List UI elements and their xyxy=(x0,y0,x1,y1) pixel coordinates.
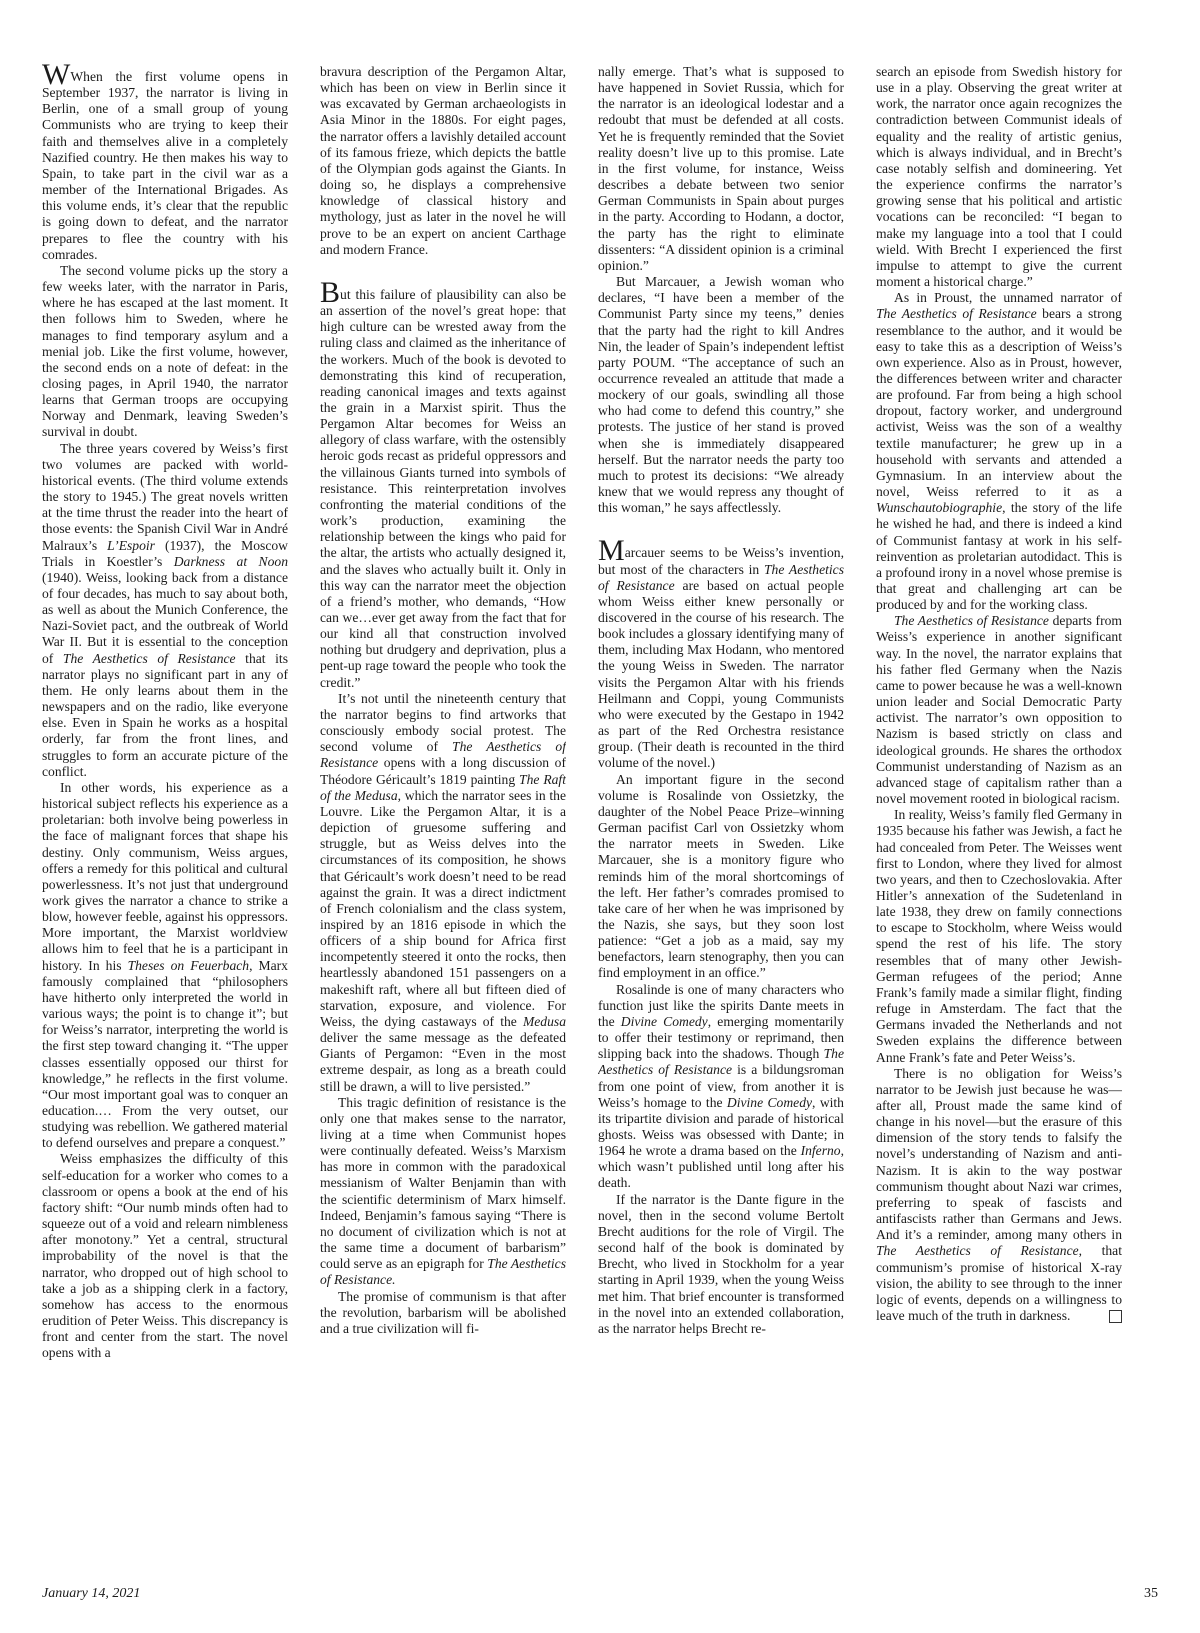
paragraph xyxy=(320,1095,566,1289)
text-run: bears a strong resemblance to the author, and it would be easy to take this as a description of Weiss’s own experience. Also as in Proust, however, the differences between writer and character are profound. Far from being a high school dropout, factory worker, and underground activist, Weiss was the son of a wealthy textile manufacturer; he grew up in a household with servants and attended a Gymnasium. In an interview about the novel, Weiss referred to it as a xyxy=(876,306,1122,500)
paragraph xyxy=(320,1289,566,1337)
italic-title: Divine Comedy xyxy=(620,1013,708,1029)
italic-title: The Aesthetics of Resistance xyxy=(876,1243,1079,1259)
drop-cap: B xyxy=(320,275,341,309)
italic-title: The Aesthetics of Resistance. xyxy=(320,1256,566,1288)
text-run: deliver the same message as the defeated Giants of Pergamon: “Even in the most extreme despair, as long as a breath could still be drawn, a will to live persisted.” xyxy=(320,1030,566,1094)
text-run: (1940). Weiss, looking back from a distance of four decades, has much to say about both, as well as about the Munich Conference, the Nazi-Soviet pact, and the outbreak of World War II. But it is essential to the conception of xyxy=(42,569,288,666)
italic-title: The Aesthetics of Resistance xyxy=(876,306,1037,322)
paragraph xyxy=(598,1192,844,1337)
text-run: , Marx famously complained that “philosophers have hitherto only interpreted the world in various ways; the point is to change it”; but for Weiss’s narrator, interpreting the world is the first step toward changing it. “The upper classes essentially opposed our thirst for knowledge,” he reflects in the first volume. “Our most important goal was to conquer an education.… From the very outset, our studying was rebellion. We gathered material to defend ourselves and prepare a conquest.” xyxy=(42,957,288,1151)
text-run: nally emerge. That’s what is supposed to have happened in Soviet Russia, which for the narrator is an ideological lodestar and a redoubt that must be defended at all costs. Yet he is frequently reminded that the Soviet reality doesn’t live up to this promise. Late in the first volume, for instance, Weiss describes a debate between two senior German Communists in Spain about purges in the party. According to Hodann, a doctor, the party has the right to eliminate dissenters: “A dissident opinion is a criminal opinion.” xyxy=(598,64,844,273)
text-run: When the first volume opens in September 1937, the narrator is living in Berlin, one of a small group of young Communists who are trying to keep their faith and themselves alive in a completely Nazified country. He then makes his way to Spain, to take part in the civil war as a member of the International Brigades. As this volume ends, it’s clear that the republic is going down to defeat, and the narrator prepares to flee the country with his comrades. xyxy=(42,69,288,262)
paragraph xyxy=(598,64,844,274)
column-4 xyxy=(876,64,1122,1579)
paragraph xyxy=(876,290,1122,613)
paragraph xyxy=(320,64,566,258)
text-run: , emerging momentarily to offer their testimony or reprimand, then slipping back into the shadows. Though xyxy=(598,1013,844,1062)
paragraph xyxy=(598,772,844,982)
italic-title: Wunschautobiographie xyxy=(876,500,1003,516)
text-run: Weiss emphasizes the difficulty of this self-education for a worker who comes to a classroom or opens a book at the end of his factory shift: “Our numb minds often had to squeeze out of a void and relearn nimbleness after monotony.” Yet a central, structural improbability of the novel is that the narrator, who dropped out of high school to take a job as a shipping clerk in a factory, somehow has access to the enormous erudition of Peter Weiss. This discrepancy is front and center from the start. The novel opens with a xyxy=(42,1151,288,1361)
paragraph xyxy=(42,1151,288,1361)
italic-title: The Aesthetics of Resistance xyxy=(62,650,236,666)
text-run: is a bildungsroman from one point of view, from another it is Weiss’s homage to the xyxy=(598,1062,844,1110)
column-1 xyxy=(42,64,288,1579)
italic-title: Inferno xyxy=(800,1143,841,1159)
text-run: that its narrator plays no significant part in any of them. He only learns about them in the newspapers and on the radio, like everyone else. Even in Spain he works as a hospital orderly, far from the front lines, and struggles to form an accurate picture of the conflict. xyxy=(42,650,288,779)
italic-title: L’Espoir xyxy=(107,537,155,553)
text-run: Rosalinde is one of many characters who function just like the spirits Dante meets in the xyxy=(598,981,844,1029)
italic-title: Medusa xyxy=(522,1013,566,1029)
text-run: are based on actual people whom Weiss either knew personally or discovered in the course of his research. The book includes a glossary identifying many of them, including Max Hodann, who mentored the young Weiss in Sweden. The narrator visits the Pergamon Altar with his friends Heilmann and Coppi, young Communists who were executed by the Gestapo in 1942 as part of the Red Orchestra resistance group. (Their death is recounted in the third volume of the novel.) xyxy=(598,577,844,771)
drop-cap: M xyxy=(598,534,625,568)
paragraph xyxy=(42,64,288,263)
text-run: If the narrator is the Dante figure in the novel, then in the second volume Bertolt Brecht auditions for the role of Virgil. The second half of the book is dominated by Brecht, who lived in Stockholm for a year starting in April 1939, when the young Weiss met him. That brief encounter is transformed in the novel into an extended collaboration, as the narrator helps Brecht re- xyxy=(598,1191,844,1336)
paragraph xyxy=(320,275,566,691)
text-run: , which wasn’t published until long after his death. xyxy=(598,1143,844,1191)
issue-date: January 14, 2021 xyxy=(42,1586,141,1601)
italic-title: The Aesthetics of Resistance xyxy=(320,739,566,771)
text-run: It’s not until the nineteenth century that the narrator begins to find artworks that consciously embody social protest. The second volume of xyxy=(320,690,566,755)
text-run: , with its tripartite division and parade of historical ghosts. Weiss was obsessed with Dante; in 1964 he wrote a drama based on the xyxy=(598,1094,844,1159)
paragraph xyxy=(876,807,1122,1066)
text-run: arcauer seems to be Weiss’s invention, but most of the characters in xyxy=(598,545,844,577)
text-run: The second volume picks up the story a few weeks later, with the narrator in Paris, where he has escaped at the last moment. It then follows him to Sweden, where he manages to find temporary asylum and a menial job. Like the first volume, however, the second ends on a note of defeat: in the closing pages, in April 1940, the narrator learns that German troops are occupying Norway and Denmark, leaving Sweden’s survival in doubt. xyxy=(42,262,288,440)
text-run: (1937), the Moscow Trials in Koestler’s xyxy=(42,537,288,569)
end-mark-icon xyxy=(1109,1310,1122,1323)
paragraph xyxy=(42,780,288,1152)
text-run: ut this failure of plausibility can also be an assertion of the novel’s great hope: that high culture can be wrested away from the ruling class and claimed as the inheritance of the workers. Much of the book is devoted to demonstrating this kind of recuperation, reading canonical images and texts against the grain in a Marxist spirit. Thus the Pergamon Altar becomes for Weiss an allegory of class warfare, with the ostensibly heroic gods recast as prideful oppressors and the villainous Giants turned into symbols of resistance. This reinterpretation involves confronting the material conditions of the work’s production, examining the relationship between the kings who paid for the altar, the artists who actually designed it, and the slaves who actually built it. Only in this way can the narrator meet the objection of a friend’s mother, who demands, “How can we…ever get away from the fact that for our kind all that construction involved nothing but drudgery and deprivation, plus a pent-up rage toward the people who took the credit.” xyxy=(320,286,566,690)
italic-title: Theses on Feuerbach xyxy=(127,957,250,973)
column-2 xyxy=(320,64,566,1579)
text-run: In reality, Weiss’s family fled Germany in 1935 because his father was Jewish, a fact he had concealed from Peter. The Weisses went first to London, where they lived for almost two years, and then to Czechoslovakia. After Hitler’s annexation of the Sudetenland in late 1938, they drew on family connections to escape to Stockholm, where Weiss would spend the rest of his life. The story resembles that of many other Jewish-German refugees of the period; Anne Frank’s family made a similar flight, finding refuge in Amsterdam. The fact that the Germans invaded the Netherlands and not Sweden explains the difference between Anne Frank’s fate and Peter Weiss’s. xyxy=(876,807,1122,1065)
italic-title: The Aesthetics of Resistance xyxy=(598,1046,844,1078)
paragraph xyxy=(876,64,1122,290)
text-run: bravura description of the Pergamon Altar, which has been on view in Berlin since it was excavated by German archaeologists in Asia Minor in the 1880s. For eight pages, the narrator offers a lavishly detailed account of its famous frieze, which depicts the battle of the Olympian gods against the Giants. In doing so, he displays a comprehensive knowledge of classical history and mythology, just as later in the novel he will prove to be an expert on ancient Carthage and modern France. xyxy=(320,64,566,257)
page-number: 35 xyxy=(1144,1586,1158,1601)
paragraph xyxy=(320,691,566,1095)
italic-title: The Aesthetics of Resistance xyxy=(598,561,844,593)
text-run: , which the narrator sees in the Louvre. Like the Pergamon Altar, it is a depiction of gruesome suffering and struggle, but as Weiss delves into the circumstances of its composition, he shows that Géricault’s work doesn’t need to be read against the grain. It was a direct indictment of French colonialism and the class system, inspired by an 1816 episode in which the officers of a ship bound for Africa first incompetently steered it onto the rocks, then heartlessly abandoned 151 passengers on a makeshift raft, where all but fifteen died of starvation, exposure, and violence. For Weiss, the dying castaways of the xyxy=(320,787,566,1029)
text-run: In other words, his experience as a historical subject reflects his experience as a proletarian: both involve being powerless in the face of malignant forces that shape his destiny. Only communism, Weiss argues, offers a remedy for this political and cultural powerlessness. It’s not just that underground work gives the narrator a chance to strike a blow, however feeble, against his oppressors. More important, the Marxist worldview allows him to feel that he is a participant in history. In his xyxy=(42,779,288,973)
text-run: There is no obligation for Weiss’s narrator to be Jewish just because he was—after all, Proust made the same kind of change in his novel—but the erasure of this dimension of the story tends to falsify the novel’s understanding of Nazism and anti-Nazism. It is akin to the way postwar communism thought about Nazi war crimes, preferring to speak of fascists and antifascists rather than Germans and Jews. And it’s a reminder, among many others in xyxy=(876,1065,1122,1243)
text-run: An important figure in the second volume is Rosalinde von Ossietzky, the daughter of the Nobel Peace Prize–winning German pacifist Carl von Ossietzky whom the narrator meets in Sweden. Like Marcauer, she is a monitory figure who reminds him of the moral shortcomings of the left. Her father’s comrades promised to take care of her when he was imprisoned by the Nazis, she says, but they soon lost patience: “Get a job as a maid, say my benefactors, learn stenography, then you can find employment in an office.” xyxy=(598,771,844,981)
text-run: , the story of the life he wished he had, and there is indeed a kind of Communist fantasy at work in his self-reinvention as proletarian autodidact. This is a profound irony in a novel whose premise is that great and challenging art can be produced by and for the working class. xyxy=(876,500,1122,613)
article-body xyxy=(42,64,1158,1579)
text-run: As in Proust, the unnamed narrator of xyxy=(894,290,1122,306)
paragraph xyxy=(876,1066,1122,1325)
paragraph xyxy=(598,982,844,1192)
column-3 xyxy=(598,64,844,1579)
italic-title: Darkness at Noon xyxy=(173,553,288,569)
italic-title: The Raft of the Medusa xyxy=(320,771,566,803)
paragraph xyxy=(42,441,288,780)
text-run: , that communism’s promise of historical X-ray vision, the ability to see through to the inner logic of events, depends on a willingness to leave much of the truth in darkness. xyxy=(876,1243,1122,1324)
text-run: The promise of communism is that after the revolution, barbarism will be abolished and a true civilization will fi- xyxy=(320,1288,566,1336)
paragraph xyxy=(42,263,288,441)
text-run: But Marcauer, a Jewish woman who declares, “I have been a member of the Communist Party since my teens,” denies that the party had the right to kill Andres Nin, the leader of Spain’s independent leftist party POUM. “The acceptance of such an occurrence revealed an attitude that made a mockery of our goals, swindling all those who had come to defend this country,” she protests. The justice of her stand is proved when she is immediately disappeared herself. But the narrator needs the party too much to protest its decisions: “We already knew that we would repress any thought of this woman,” he says affectlessly. xyxy=(598,274,844,516)
text-run: search an episode from Swedish history for use in a play. Observing the great writer at work, the narrator once again recognizes the contradiction between Communist ideals of equality and the reality of artistic genius, which is always individual, and in Brecht’s case notably selfish and domineering. Yet the experience confirms the narrator’s growing sense that his political and artistic vocations can be reconciled: “I began to make my language into a tool that I could wield. With Brecht I experienced the first impulse to attempt to give the current moment a historical charge.” xyxy=(876,64,1122,290)
paragraph xyxy=(598,534,844,771)
text-run: opens with a long discussion of Théodore Géricault’s 1819 painting xyxy=(320,755,566,787)
paragraph xyxy=(598,274,844,516)
italic-title: Divine Comedy xyxy=(726,1094,813,1110)
drop-cap: W xyxy=(42,64,71,91)
text-run: departs from Weiss’s experience in another significant way. In the novel, the narrator explains that his father fled Germany when the Nazis came to power because he was a well-known union leader and Social Democratic Party activist. The narrator’s own opposition to Nazism is based strictly on class and ideological grounds. He shares the orthodox Communist understanding of Nazism as an advanced stage of capitalism rather than a novel movement rooted in biological racism. xyxy=(876,613,1122,807)
italic-title: The Aesthetics of Resistance xyxy=(894,613,1049,629)
paragraph xyxy=(876,613,1122,807)
text-run: The three years covered by Weiss’s first two volumes are packed with world-historical events. (The third volume extends the story to 1945.) The great novels written at the time thrust the reader into the heart of those events: the Spanish Civil War in André Malraux’s xyxy=(42,440,288,553)
text-run: This tragic definition of resistance is the only one that makes sense to the narrator, living at a time when Communist hopes were continually defeated. Weiss’s Marxism has more in common with the paradoxical messianism of Walter Benjamin than with the scientific determinism of Marx himself. Indeed, Benjamin’s famous saying “There is no document of civilization which is not at the same time a document of barbarism” could serve as an epigraph for xyxy=(320,1094,566,1272)
